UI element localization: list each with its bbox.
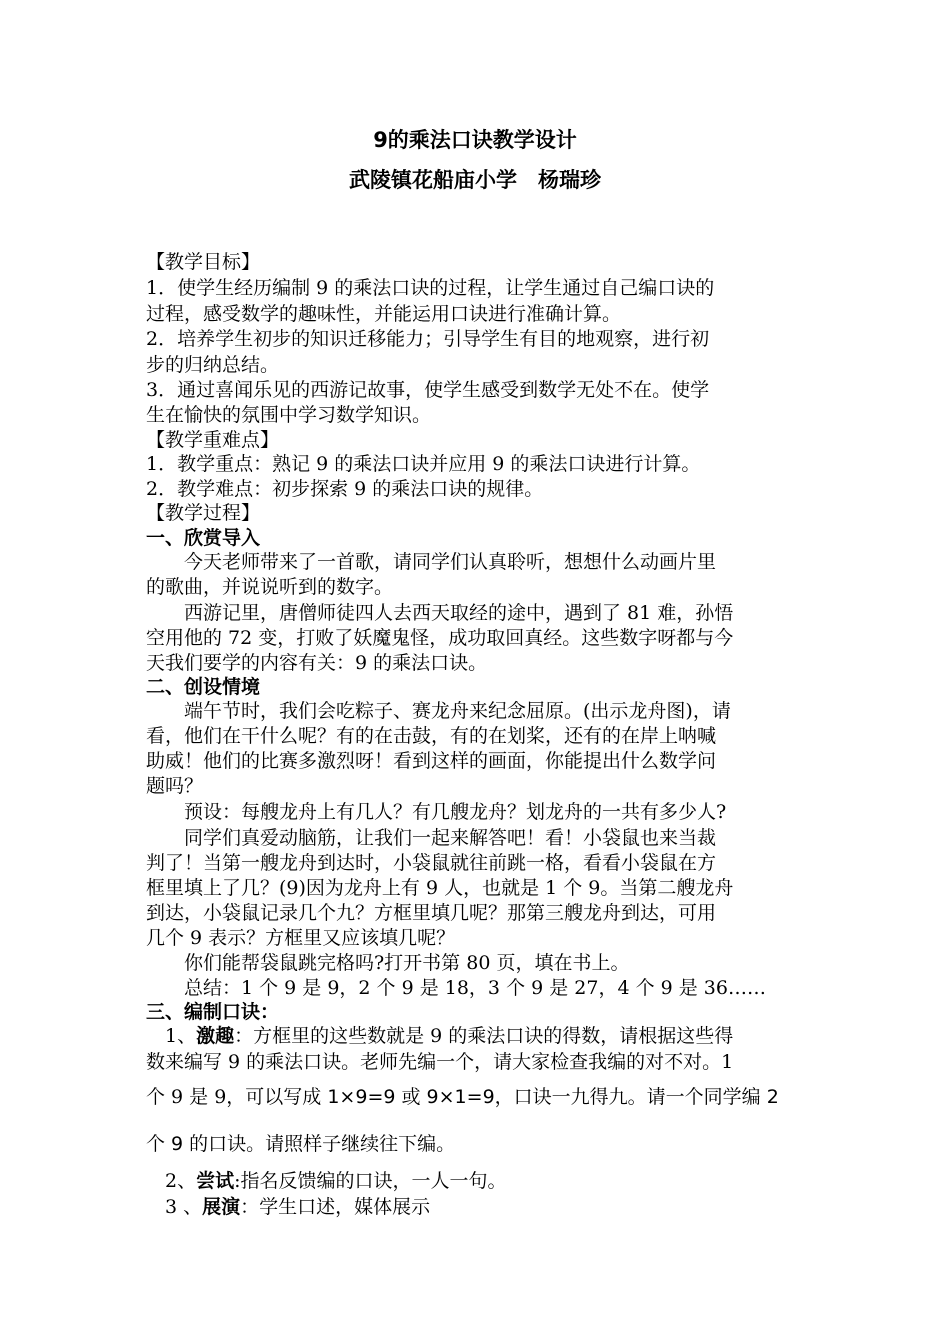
text-line: 端午节时，我们会吃粽子、赛龙舟来纪念屈原。(出示龙舟图)，请 — [146, 700, 731, 722]
text-line — [146, 1023, 826, 1049]
text-line: 西游记里，唐僧师徒四人去西天取经的途中，遇到了 81 难，孙悟 — [146, 602, 734, 624]
text-span: 的口诀。请照样子继续往下编。 — [183, 1133, 456, 1155]
document-title: 9的乘法口诀教学设计 — [373, 128, 577, 152]
author-line: 武陵镇花船庙小学 杨瑞珍 — [349, 168, 601, 192]
text-line: 数来编写 9 的乘法口诀。老师先编一个，请大家检查我编的对不对。1 — [146, 1051, 734, 1073]
step-text: ：学生口述，媒体展示 — [240, 1196, 431, 1218]
text-line: 今天老师带来了一首歌，请同学们认真聆听，想想什么动画片里 — [146, 551, 717, 573]
text-line: 步的归纳总结。 — [146, 354, 280, 376]
text-span: 个 — [146, 1133, 172, 1155]
text-line: 2．教学难点：初步探索 9 的乘法口诀的规律。 — [146, 478, 544, 500]
text-line: 生在愉快的氛围中学习数学知识。 — [146, 404, 432, 426]
text-line: 框里填上了几？(9)因为龙舟上有 9 人，也就是 1 个 9。当第二艘龙舟 — [146, 877, 734, 899]
text-line: 几个 9 表示？方框里又应该填几呢？ — [146, 927, 456, 949]
step-label: 尝试 — [196, 1170, 235, 1192]
text-line: 的歌曲，并说说听到的数字。 — [146, 576, 394, 598]
text-line — [146, 1084, 826, 1110]
subheading-intro: 一、欣赏导入 — [146, 527, 261, 549]
section-heading-objectives: 【教学目标】 — [146, 251, 261, 273]
list-number: 1、 — [146, 1025, 197, 1047]
text-line: 总结：1 个 9 是 9，2 个 9 是 18，3 个 9 是 27，4 个 9 是 36…… — [146, 977, 766, 999]
text-line: 2．培养学生初步的知识迁移能力；引导学生有目的地观察，进行初 — [146, 328, 710, 350]
text-line: 判了！当第一艘龙舟到达时，小袋鼠就往前跳一格，看看小袋鼠在方 — [146, 852, 717, 874]
text-line: 同学们真爱动脑筋，让我们一起来解答吧！看！小袋鼠也来当裁 — [146, 827, 717, 849]
text-line — [146, 1131, 826, 1157]
number: 9 — [171, 1133, 184, 1155]
number: 2 — [766, 1086, 779, 1108]
text-span: 或 — [395, 1086, 427, 1108]
subheading-compose: 三、编制口诀： — [146, 1001, 280, 1023]
text-line: 到达，小袋鼠记录几个九？方框里填几呢？那第三艘龙舟到达，可用 — [146, 902, 717, 924]
step-text: :指名反馈编的口诀，一人一句。 — [234, 1170, 507, 1192]
text-span: ，口诀一九得九。请一个同学编 — [494, 1086, 767, 1108]
section-heading-process: 【教学过程】 — [146, 502, 261, 524]
list-number: 3 、 — [146, 1196, 203, 1218]
text-line: 天我们要学的内容有关：9 的乘法口诀。 — [146, 652, 488, 674]
text-line: 1．教学重点：熟记 9 的乘法口诀并应用 9 的乘法口诀进行计算。 — [146, 453, 701, 475]
equation: 1×9=9 — [327, 1086, 396, 1108]
text-line: 看，他们在干什么呢？有的在击鼓，有的在划桨，还有的在岸上呐喊 — [146, 725, 717, 747]
text-line: 1．使学生经历编制 9 的乘法口诀的过程，让学生通过自己编口诀的 — [146, 277, 715, 299]
text-span: 个 9 是 9，可以写成 — [146, 1086, 328, 1108]
text-line: 过程，感受数学的趣味性，并能运用口诀进行准确计算。 — [146, 303, 622, 325]
list-number: 2、 — [146, 1170, 197, 1192]
text-line: 助威！他们的比赛多激烈呀！看到这样的画面，你能提出什么数学问 — [146, 750, 717, 772]
step-label: 展演 — [202, 1196, 241, 1218]
step-text: ：方框里的这些数就是 9 的乘法口诀的得数，请根据这些得 — [234, 1025, 734, 1047]
text-line: 空用他的 72 变，打败了妖魔鬼怪，成功取回真经。这些数字呀都与今 — [146, 627, 734, 649]
text-line: 3．通过喜闻乐见的西游记故事，使学生感受到数学无处不在。使学 — [146, 379, 710, 401]
text-line — [146, 1194, 826, 1220]
subheading-scenario: 二、创设情境 — [146, 676, 261, 698]
text-line: 题吗？ — [146, 775, 204, 797]
text-line: 你们能帮袋鼠跳完格吗?打开书第 80 页，填在书上。 — [146, 952, 630, 974]
step-label: 激趣 — [196, 1025, 235, 1047]
equation: 9×1=9 — [426, 1086, 495, 1108]
section-heading-key-points: 【教学重难点】 — [146, 429, 280, 451]
text-line: 预设：每艘龙舟上有几人？有几艘龙舟？划龙舟的一共有多少人? — [146, 801, 727, 823]
text-line — [146, 1168, 826, 1194]
